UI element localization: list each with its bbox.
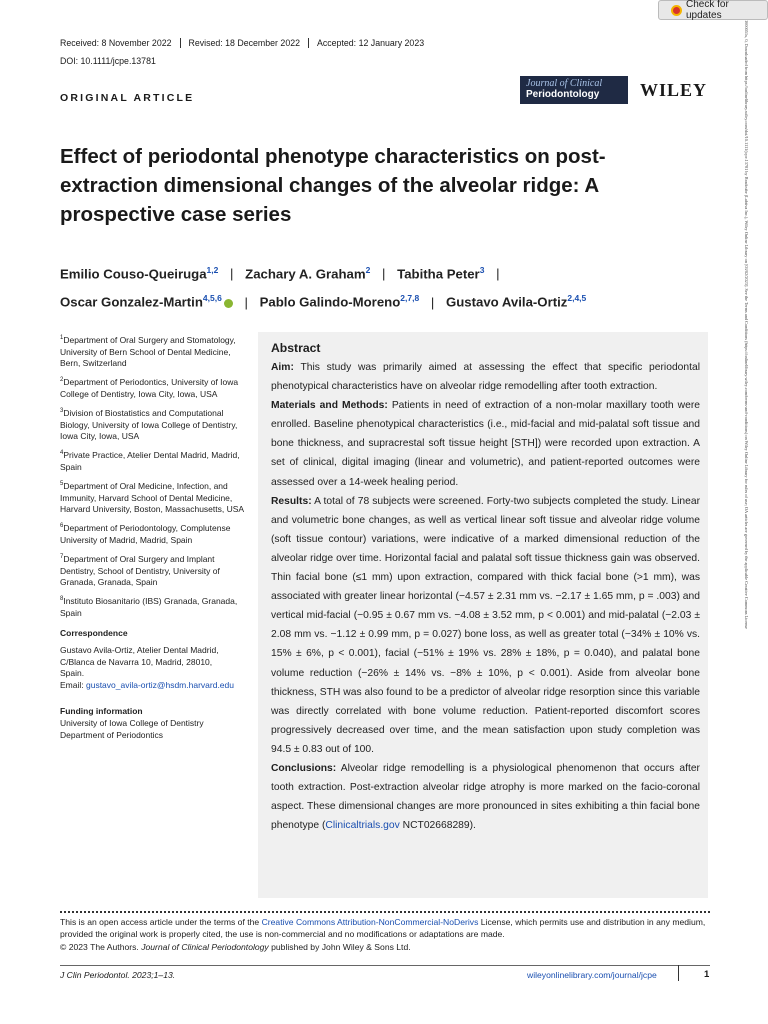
author-separator: | <box>244 294 248 310</box>
abstract-methods <box>271 396 700 491</box>
correspondence-country: Spain. <box>60 668 85 679</box>
results-text: A total of 78 subjects were screened. Forty-two subjects completed the study. Linear and volumetric bone changes, as well as vertical linear soft tissue and alveolar ridge volume (soft tissue contour) variations, were indicative of a marked dimensional reduction of the alveolar ridge over time. Horizontal facial and palatal soft tissue thickness gain was observed. Thin facial bone (≤1 mm) upon extraction, compared with thick facial bone (>1 mm), was associated with greater linear horizontal (−4.57 ± 2.31 mm vs. −2.17 ± 1.65 mm, p = .003) and vertical mid-facial (−0.95 ± 0.67 mm vs. −4.08 ± 3.52 mm, p < 0.001) and mid-palatal (−2.03 ± 2.08 mm vs. −1.12 ± 0.99 mm, p = 0.027) bone loss, as well as greater total (−34% ± 10% vs. 15% ± 6%, p < 0.001), facial (−51% ± 19% vs. 28% ± 18%, p = 0.040), and palatal bone volume reduction (−26% ± 14% vs. −8% ± 10%, p < 0.001). Aside from alveolar bone thickness, STH was also found to be a predictor of alveolar ridge resorption since this variable was directly correlated with bone volume reduction. Patient-reported discomfort scores progressively decreased over time, and the mean satisfaction upon study completion was 94.5 ± 0.83 out of 100. <box>271 495 700 755</box>
abstract-aim <box>271 358 700 396</box>
author-list <box>60 258 700 315</box>
affiliation-number: 8 <box>60 596 64 603</box>
correspondence-name: Gustavo Avila-Ortiz, Atelier Dental Madrid, <box>60 644 219 655</box>
author-affil-sup: 2 <box>365 265 371 275</box>
affiliation <box>60 406 245 443</box>
affiliation-text: Department of Periodontology, Complutense University of Madrid, Madrid, Spain <box>60 523 231 546</box>
funding-department: Department of Periodontics <box>60 729 163 740</box>
abstract-results <box>271 492 700 759</box>
license-notice <box>60 916 710 953</box>
license-pre: This is an open access article under the terms of the <box>60 917 262 927</box>
footer-divider <box>60 965 710 966</box>
author-name[interactable]: Zachary A. Graham <box>245 266 366 282</box>
received-date: Received: 8 November 2022 <box>60 38 172 48</box>
author-separator: | <box>382 266 386 282</box>
citation-text: J Clin Periodontol. 2023;1–13. <box>60 970 176 980</box>
affiliation-number: 1 <box>60 335 64 341</box>
cc-license-link[interactable]: Creative Commons Attribution-NonCommercial-NoDerivs <box>261 917 479 927</box>
correspondence-block <box>60 645 245 692</box>
check-for-updates-button[interactable] <box>658 0 768 20</box>
affiliation-text: Department of Periodontics, University of Iowa College of Dentistry, Iowa City, Iowa, USA <box>60 377 239 400</box>
license-text <box>60 916 710 941</box>
side-download-text: 1600051x, 0, Downloaded from https://onlinelibrary.wiley.com/doi/10.1111/jcpe.13781 by Readcube (Labtiva Inc.), Wiley Online Library on [03/02/2023]. See the Terms and Conditions (https://onlinelibrary.wiley.com/terms-and-conditions) on Wiley Online Library for rules of use; OA articles are governed by the applicable Creative Commons License <box>744 20 749 629</box>
accepted-date: Accepted: 12 January 2023 <box>308 38 432 48</box>
author-name[interactable]: Emilio Couso-Queiruga <box>60 266 207 282</box>
author-separator: | <box>496 266 500 282</box>
affiliation-number: 7 <box>60 554 64 561</box>
affiliation <box>60 479 245 516</box>
license-divider <box>60 911 710 913</box>
revised-date: Revised: 18 December 2022 <box>180 38 309 48</box>
author-line-2 <box>60 286 700 314</box>
affiliations-column <box>60 333 245 741</box>
publication-dates <box>60 38 432 48</box>
affiliation <box>60 333 245 370</box>
methods-label: Materials and Methods: <box>271 400 388 412</box>
affiliation-text: Instituto Biosanitario (IBS) Granada, Granada, Spain <box>60 596 238 619</box>
affiliation <box>60 375 245 400</box>
affiliation <box>60 552 245 589</box>
methods-text: Patients in need of extraction of a non-molar maxillary tooth were enrolled. Baseline phenotypical characteristics (i.e., mid-facial and mid-palatal soft tissue and bone thickness, and supracrestal soft tissue height [STH]) were recorded upon extraction. A set of clinical, digital imaging (linear and volumetric), and patient-reported outcomes were assessed over a 14-week healing period. <box>271 400 700 488</box>
abstract-heading: Abstract <box>271 341 321 355</box>
conclusions-label: Conclusions: <box>271 762 337 774</box>
affiliation-text: Division of Biostatistics and Computational Biology, University of Iowa College of Dentistry, Iowa City, Iowa, USA <box>60 407 238 442</box>
affiliation-text: Department of Oral Surgery and Stomatology, University of Bern School of Dental Medicine, Bern, Switzerland <box>60 334 236 369</box>
footer-separator <box>678 965 679 981</box>
orcid-icon[interactable] <box>224 299 233 308</box>
journal-logo-line2: Periodontology <box>526 89 600 100</box>
copyright-pre: © 2023 The Authors. <box>60 941 142 952</box>
crossmark-icon <box>671 5 682 16</box>
author-separator: | <box>230 266 234 282</box>
author-affil-sup: 4,5,6 <box>202 293 222 304</box>
abstract <box>271 340 700 835</box>
footer-journal-url[interactable]: wileyonlinelibrary.com/journal/jcpe <box>527 970 657 980</box>
aim-text: This study was primarily aimed at assessing the effect that specific periodontal phenotypical characteristics have on alveolar ridge remodelling after tooth extraction. <box>271 362 701 393</box>
clinicaltrials-link[interactable]: Clinicaltrials.gov <box>325 820 400 832</box>
affiliation <box>60 448 245 473</box>
author-name[interactable]: Oscar Gonzalez-Martin <box>60 294 203 310</box>
affiliation-number: 4 <box>60 450 64 457</box>
funding-block <box>60 718 245 742</box>
article-type: ORIGINAL ARTICLE <box>60 92 195 104</box>
affiliation-number: 6 <box>60 523 64 530</box>
author-affil-sup: 3 <box>479 265 485 275</box>
funding-heading: Funding information <box>60 706 143 717</box>
publisher-logo[interactable]: WILEY <box>640 80 708 100</box>
side-download-notice <box>744 20 760 1020</box>
copyright-journal: Journal of Clinical Periodontology <box>141 941 269 952</box>
conclusions-text: Alveolar ridge remodelling is a physiological phenomenon that occurs after tooth extraction. Post-extraction alveolar ridge atrophy is more marked on the facio-coronal aspect. These dimensional changes are more pronounced in sites exhibiting a thin facial bone phenotype ( <box>271 762 700 832</box>
affiliation-text: Department of Oral Surgery and Implant Dentistry, School of Dentistry, University of Granada, Granada, Spain <box>60 553 220 588</box>
page-number: 1 <box>704 969 710 980</box>
author-name[interactable]: Gustavo Avila-Ortiz <box>445 294 568 310</box>
author-affil-sup: 1,2 <box>206 265 219 275</box>
copyright-post: published by John Wiley & Sons Ltd. <box>268 941 411 952</box>
affiliation-number: 5 <box>60 481 64 488</box>
funding-source: University of Iowa College of Dentistry <box>60 717 204 728</box>
affiliation <box>60 521 245 546</box>
author-line-1 <box>60 258 700 286</box>
journal-logo[interactable] <box>520 76 628 104</box>
correspondence-heading: Correspondence <box>60 627 128 638</box>
email-link[interactable]: gustavo_avila-ortiz@hsdm.harvard.edu <box>85 680 234 691</box>
affiliation-number: 3 <box>60 408 64 415</box>
email-label: Email: <box>60 680 86 691</box>
affiliation-text: Private Practice, Atelier Dental Madrid, Madrid, Spain <box>60 450 240 473</box>
author-affil-sup: 2,4,5 <box>567 293 587 304</box>
copyright-text <box>60 941 710 953</box>
license-post: License, which permits use and distribution in any medium, provided the original work is properly cited, the use is non-commercial and no modifications or adaptations are made. <box>60 917 706 940</box>
correspondence-address: C/Blanca de Navarra 10, Madrid, 28010, <box>60 656 213 667</box>
aim-label: Aim: <box>271 362 294 373</box>
footer-citation <box>60 970 175 980</box>
affiliation <box>60 594 245 619</box>
affiliation-text: Department of Oral Medicine, Infection, and Immunity, Harvard School of Dental Medicine, Harvard University, Boston, Massachusetts, USA <box>60 480 245 515</box>
trial-id: NCT02668289). <box>399 820 476 832</box>
author-name[interactable]: Pablo Galindo-Moreno <box>259 294 401 310</box>
results-label: Results: <box>271 495 312 507</box>
author-name[interactable]: Tabitha Peter <box>397 266 480 282</box>
article-title: Effect of periodontal phenotype characteristics on post-extraction dimensional changes of the alveolar ridge: A prospective case series <box>60 145 606 226</box>
affiliation-number: 2 <box>60 377 64 384</box>
check-for-updates-label: Check for updates <box>685 0 729 21</box>
author-affil-sup: 2,7,8 <box>400 293 420 304</box>
author-separator: | <box>430 294 435 310</box>
journal-logo-line1: Journal of Clinical <box>526 78 603 89</box>
doi[interactable]: DOI: 10.1111/jcpe.13781 <box>60 56 156 66</box>
abstract-conclusions <box>271 759 700 835</box>
